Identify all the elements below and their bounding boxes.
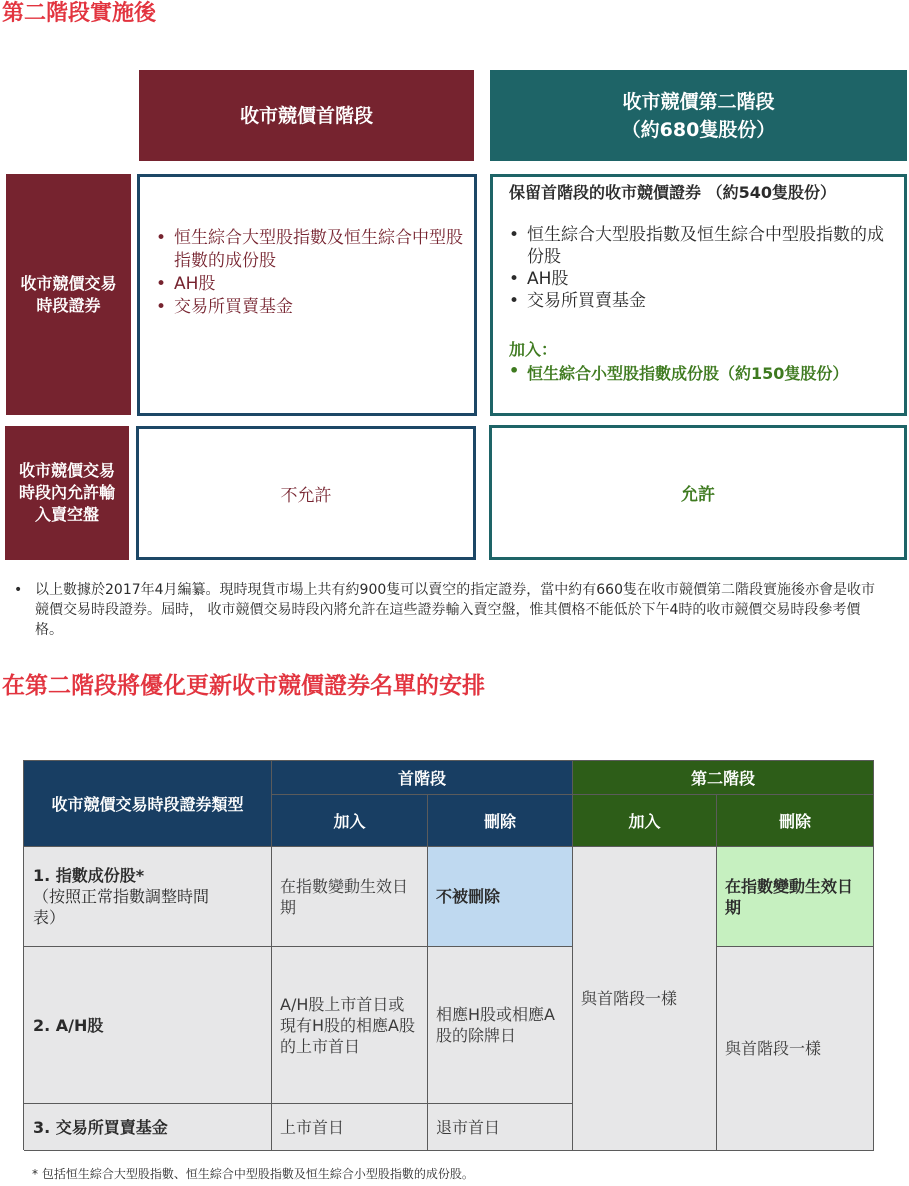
phase1-add-header [272, 795, 428, 847]
phase2-add-merged [573, 847, 717, 1151]
row2-phase1-add [272, 947, 428, 1104]
type-column-header-text: 收市競價交易時段證券類型 [51, 795, 244, 814]
phase2-short-selling-value: 允許 [681, 485, 715, 505]
row2-phase1-remove [428, 947, 573, 1104]
row3-phase1-remove-text: 退市首日 [436, 1117, 501, 1137]
row1-label-main: 1. 指數成份股* [33, 866, 145, 885]
phase2-short-selling-box [489, 425, 907, 560]
phase1-column-header [139, 70, 474, 161]
row-header-short-selling [5, 426, 129, 560]
table-row-label-ah-shares [24, 947, 272, 1104]
row1-phase2-remove-text: 在指數變動生效日期 [725, 876, 854, 917]
phase2-add-list [507, 361, 907, 384]
row3-phase1-add-text: 上市首日 [280, 1117, 345, 1137]
phase2-remove-header-text: 刪除 [778, 812, 811, 831]
list-item: • 恒生綜合小型股指數成份股（約150隻股份） [507, 361, 907, 384]
phase2-retained-heading: 保留首階段的收市競價證券 （約540隻股份） [509, 183, 836, 202]
row1-label-sub: （按照正常指數調整時間表） [33, 887, 210, 927]
phase2-add-header [573, 795, 717, 847]
phase1-header-text: 收市競價首階段 [239, 104, 373, 127]
phase2-remove-merged-text: 與首階段一樣 [725, 1039, 822, 1058]
phase2-header-line1: 收市競價第二階段 [622, 90, 775, 113]
phase1-remove-header-text: 刪除 [483, 812, 516, 831]
row1-phase1-remove [428, 847, 573, 947]
row-header-securities [6, 174, 131, 415]
phase1-add-header-text: 加入 [333, 812, 366, 831]
phase2-remove-header [717, 795, 874, 847]
list-item: • 恒生綜合大型股指數及恒生綜合中型股指數的成份股 [154, 227, 466, 273]
phase2-column-header [490, 70, 907, 161]
list-item: • 交易所買賣基金 [507, 290, 897, 312]
phase2-add-header-text: 加入 [628, 812, 661, 831]
phase2-add-label: 加入： [509, 340, 558, 359]
row1-phase1-remove-text: 不被刪除 [436, 887, 501, 906]
phase2-header-line2: （約680隻股份） [621, 118, 776, 141]
list-item: • AH股 [154, 273, 466, 296]
phase1-remove-header [428, 795, 573, 847]
phase2-header-text: 第二階段 [690, 769, 755, 788]
row2-label-text: 2. A/H股 [33, 1015, 104, 1035]
row-header-short-selling-text: 收市競價交易時段內允許輸入賣空盤 [19, 461, 116, 524]
phase2-remove-merged [717, 947, 874, 1151]
section2-footnote: * 包括恒生綜合大型股指數、恒生綜合中型股指數及恒生綜合小型股指數的成份股。 [32, 1167, 474, 1181]
row2-phase1-add-text: A/H股上市首日或現有H股的相應A股的上市首日 [280, 994, 415, 1056]
row1-phase1-add-text: 在指數變動生效日期 [280, 876, 409, 917]
phase2-header [573, 761, 874, 795]
row3-phase1-add [272, 1104, 428, 1151]
row1-phase2-remove [717, 847, 874, 947]
section1-footnote: 以上數據於2017年4月編纂。現時現貨市場上共有約900隻可以賣空的指定證券，當中約有660隻在收市競價第二階段實施後亦會是收市競價交易時段證券。屆時， 收市競價交易時段內將允許在這些證券輸入賣空盤，惟其價格不能低於下午4時的收市競價交易時段參考價格。 [35, 582, 875, 638]
arrangement-table [23, 760, 874, 1150]
phase1-securities-list [154, 227, 466, 319]
list-item: • 恒生綜合大型股指數及恒生綜合中型股指數的成份股 [507, 224, 897, 268]
section1-title: 第二階段實施後 [2, 1, 157, 26]
row3-label-text: 3. 交易所買賣基金 [33, 1117, 168, 1137]
type-column-header [24, 761, 272, 847]
list-item: • 交易所買賣基金 [154, 296, 466, 319]
row-header-securities-text: 收市競價交易時段證券 [20, 273, 117, 315]
table-row-label-etf [24, 1104, 272, 1151]
phase2-add-merged-text: 與首階段一樣 [581, 989, 678, 1008]
phase1-short-selling-value: 不允許 [280, 485, 332, 506]
list-item: • AH股 [507, 268, 897, 290]
footnote-bullet: • [14, 582, 23, 598]
phase1-header [272, 761, 573, 795]
phase1-header-text: 首階段 [397, 769, 446, 788]
table-row-label-index-constituents [24, 847, 272, 947]
phase2-securities-box [490, 174, 907, 416]
row1-phase1-add [272, 847, 428, 947]
section2-title: 在第二階段將優化更新收市競價證券名單的安排 [2, 673, 485, 699]
row3-phase1-remove [428, 1104, 573, 1151]
phase2-securities-list [507, 224, 897, 312]
row2-phase1-remove-text: 相應H股或相應A股的除牌日 [436, 1005, 555, 1045]
phase1-short-selling-box [136, 426, 476, 560]
phase1-securities-box [137, 174, 477, 416]
